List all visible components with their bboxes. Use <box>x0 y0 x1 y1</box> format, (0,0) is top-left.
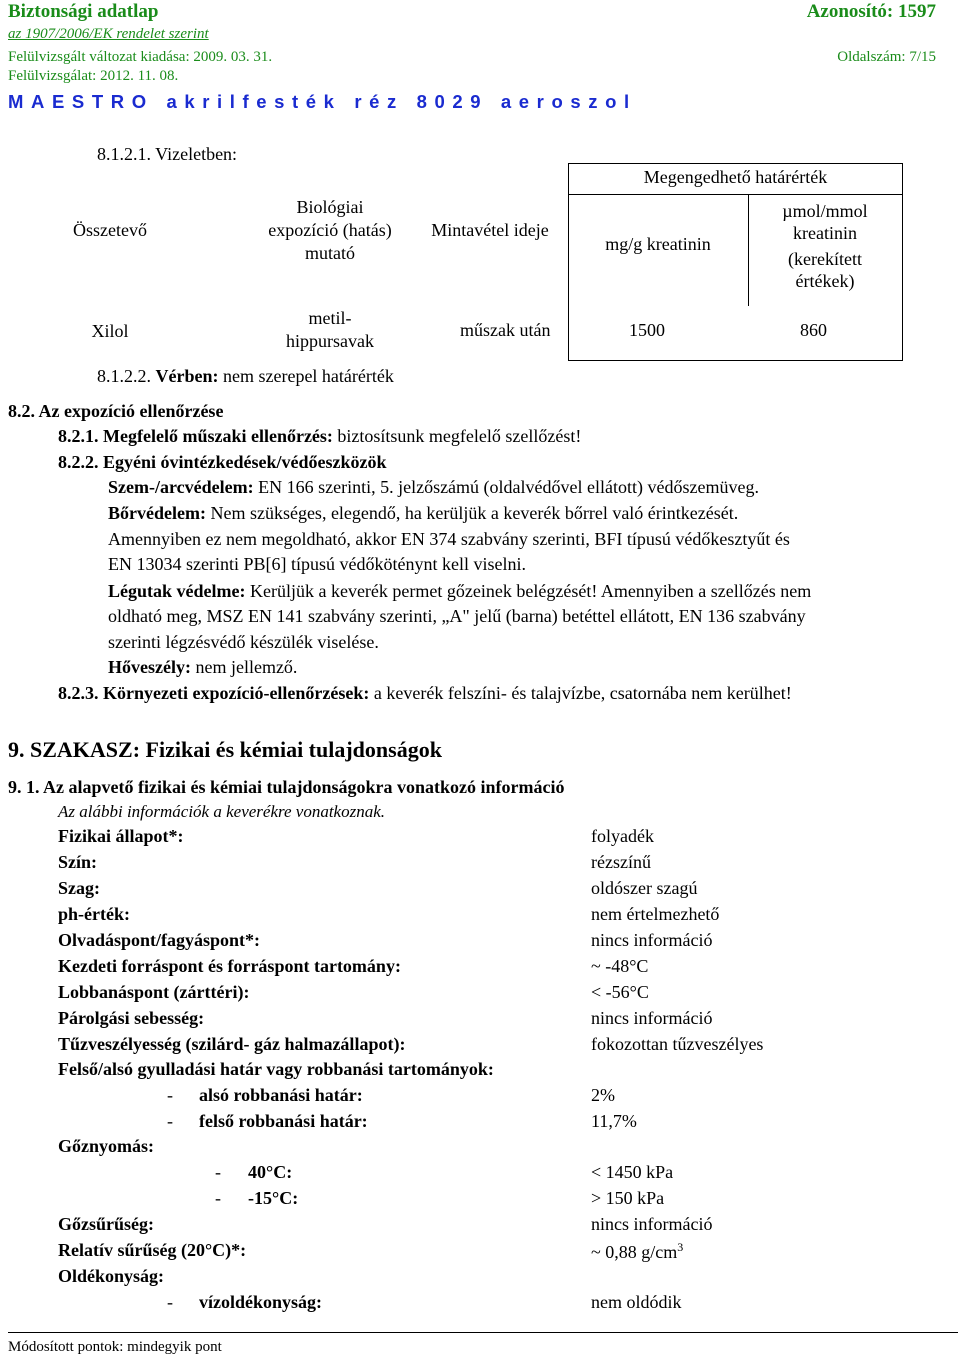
col-mgg-header: mg/g kreatinin <box>605 234 711 254</box>
thermal-hazard: Hőveszély: nem jellemző. <box>108 657 298 677</box>
dash: - <box>167 1292 173 1312</box>
prop-value: nem értelmezhető <box>591 904 720 924</box>
col-umol-header: µmol/mmol kreatinin (kerekített értékek) <box>782 201 868 291</box>
skin-protection-line2: Amennyiben ez nem megoldható, akkor EN 374 szabvány szerinti, BFI típusú védőkesztyűt és <box>108 529 790 549</box>
prop-value: ~ -48°C <box>591 956 649 976</box>
dash: - <box>215 1162 221 1182</box>
prop-label: Tűzveszélyesség (szilárd- gáz halmazállapot): <box>58 1034 406 1054</box>
regulation-reference: az 1907/2006/EK rendelet szerint <box>8 26 209 42</box>
respiratory-protection: Légutak védelme: Kerüljük a keverék permet gőzeinek belégzését! Amennyiben a szellőzés nem <box>108 581 812 601</box>
lower-explosion-label: alsó robbanási határ: <box>199 1085 363 1105</box>
section-9-heading: 9. SZAKASZ: Fizikai és kémiai tulajdonságok <box>8 737 442 762</box>
prop-label: Kezdeti forráspont és forráspont tartomány: <box>58 956 401 976</box>
component-xilol: Xilol <box>91 321 129 341</box>
page-number: Oldalszám: 7/15 <box>837 49 936 65</box>
relative-density-value: ~ 0,88 $g/cm^3$ <box>591 1240 684 1262</box>
sampling-value: műszak után <box>460 320 551 340</box>
solubility-heading: Oldékonyság: <box>58 1266 165 1286</box>
lower-explosion-value: 2% <box>591 1085 615 1105</box>
relative-density-label: Relatív sűrűség (20°C)*: <box>58 1240 247 1260</box>
prop-label: Szag: <box>58 878 100 898</box>
prop-value: nincs információ <box>591 930 713 950</box>
footer-modified: Módosított pontok: mindegyik pont <box>8 1339 222 1355</box>
prop-label: Párolgási sebesség: <box>58 1008 205 1028</box>
prop-label: Lobbanáspont (zárttéri): <box>58 982 250 1002</box>
mgg-value: 1500 <box>629 320 665 340</box>
engineering-control: 8.2.1. Megfelelő műszaki ellenőrzés: biztosítsunk megfelelő szellőzést! <box>58 426 582 446</box>
prop-label: Fizikai állapot*: <box>58 826 184 846</box>
prop-label: Olvadáspont/fagyáspont*: <box>58 930 261 950</box>
col-sampling-header: Mintavétel ideje <box>431 220 549 240</box>
exposure-control-heading: 8.2. Az expozíció ellenőrzése <box>8 401 224 421</box>
vp-minus15-label: -15°C: <box>248 1188 299 1208</box>
prop-label: Szín: <box>58 852 98 872</box>
vp-40-value: < 1450 kPa <box>591 1162 674 1182</box>
skin-protection: Bőrvédelem: Nem szükséges, elegendő, ha kerüljük a keverék bőrrel való érintkezését. <box>108 503 739 523</box>
vp-minus15-value: > 150 kPa <box>591 1188 665 1208</box>
vp-40-label: 40°C: <box>248 1162 293 1182</box>
prop-value: < -56°C <box>591 982 649 1002</box>
col-indicator-header: Biológiai expozíció (hatás) mutató <box>268 197 392 263</box>
prop-value: oldószer szagú <box>591 878 698 898</box>
dash: - <box>167 1085 173 1105</box>
water-solubility-label: vízoldékonyság: <box>199 1292 323 1312</box>
urine-heading: 8.1.2.1. Vizeletben: <box>97 144 238 164</box>
eye-protection: Szem-/arcvédelem: EN 166 szerinti, 5. jelzőszámú (oldalvédővel ellátott) védőszemüveg. <box>108 477 759 497</box>
skin-protection-line3: EN 13034 szerinti PB[6] típusú védőköténynt kell viselni. <box>108 554 526 574</box>
col-limit-header: Megengedhető határérték <box>643 167 828 187</box>
prop-value: rézszínű <box>591 852 651 872</box>
section-9-note: Az alábbi információk a keverékre vonatkoznak. <box>58 802 385 821</box>
water-solubility-value: nem oldódik <box>591 1292 682 1312</box>
vapor-density-label: Gőzsűrűség: <box>58 1214 154 1234</box>
dash: - <box>167 1111 173 1131</box>
vapor-pressure-heading: Gőznyomás: <box>58 1136 154 1156</box>
dash: - <box>215 1188 221 1208</box>
prop-value: fokozottan tűzveszélyes <box>591 1034 764 1054</box>
footer-divider <box>8 1332 958 1333</box>
section-9-1-heading: 9. 1. Az alapvető fizikai és kémiai tulajdonságokra vonatkozó információ <box>8 777 565 797</box>
environmental-exposure: 8.2.3. Környezeti expozíció-ellenőrzések: a keverék felszíni- és talajvízbe, csatornába nem kerülhet! <box>58 683 792 703</box>
upper-explosion-value: 11,7% <box>591 1111 637 1131</box>
revision-issue: Felülvizsgált változat kiadása: 2009. 03. 31. <box>8 49 273 65</box>
prop-value: folyadék <box>591 826 654 846</box>
indicator-value: metil- hippursavak <box>286 308 374 351</box>
revision-date: Felülvizsgálat: 2012. 11. 08. <box>8 68 179 84</box>
upper-explosion-label: felső robbanási határ: <box>199 1111 368 1131</box>
blood-line: 8.1.2.2. Vérben: nem szerepel határérték <box>97 366 394 386</box>
col-component-header: Összetevő <box>73 220 147 240</box>
prop-value: nincs információ <box>591 1008 713 1028</box>
explosion-limits-heading: Felső/alsó gyulladási határ vagy robbanási tartományok: <box>58 1059 494 1079</box>
document-title: Biztonsági adatlap <box>8 1 159 22</box>
respiratory-protection-line3: szerinti légzésvédő készülék viselése. <box>108 632 379 652</box>
document-identifier: Azonosító: 1597 <box>806 1 936 22</box>
prop-label: ph-érték: <box>58 904 130 924</box>
ppe-heading: 8.2.2. Egyéni óvintézkedések/védőeszközök <box>58 452 387 472</box>
respiratory-protection-line2: oldható meg, MSZ EN 141 szabvány szerinti, „A" jelű (barna) betéttel ellátott, EN 136 szabvány <box>108 606 806 626</box>
umol-value: 860 <box>800 320 827 340</box>
product-name: MAESTRO akrilfesték réz 8029 aeroszol <box>8 91 637 112</box>
vapor-density-value: nincs információ <box>591 1214 713 1234</box>
